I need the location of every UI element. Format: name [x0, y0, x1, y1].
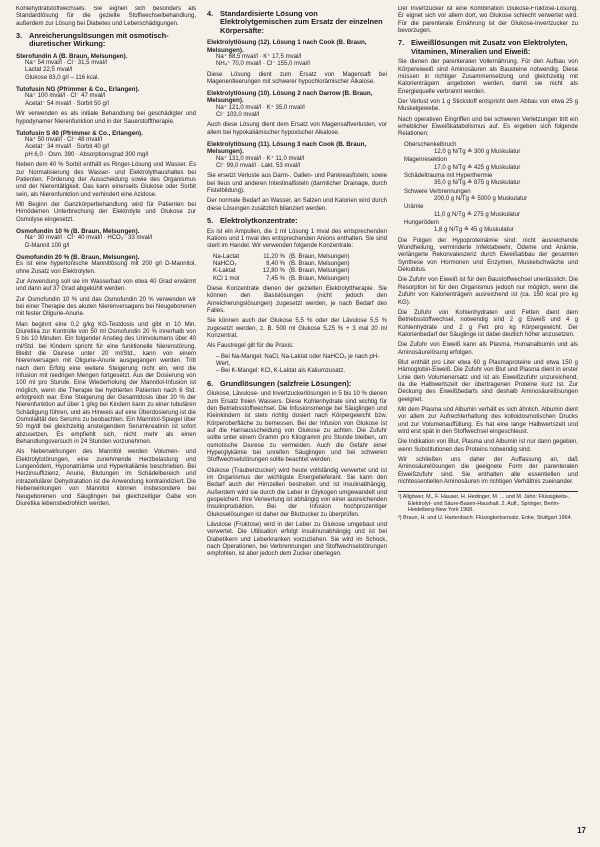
condition-label: Schwere Verbrennungen: [404, 188, 471, 195]
section-heading-7: [398, 39, 578, 56]
section-heading-4: [207, 10, 387, 35]
paragraph: Lävulose (Fruktose) wird in der Leber zu Glukose umgebaut und verwertet. Die Utilisation erfolgt insulinunabhängig und ist bei Diabetikern und Leberkranken vorzuziehen. Sie wird im Schock, nach Operationen, bei Verbrennungen und Stoffwechselstörungen empfohlen, ist aber jedoch dem Zucker überlegen.: [207, 522, 387, 558]
paragraph: Die Zufuhr von Eiweiß ist für den Baustoffwechsel unerlässlich. Die Resorption ist für den Organismus jedoch nur möglich, wenn die Zufuhr von Kalorienträgern ausreichend ist (ca. 150 kcal pro kg KG).: [398, 277, 578, 306]
paragraph: Der Verlust von 1 g Stickstoff entspricht dem Abbau von etwa 25 g Muskelgewebe.: [398, 98, 578, 113]
dose-line: [404, 212, 578, 219]
footnote: ²) Braun, H. und U. Hartenbach: Flüssigkeitsersatz. Enke, Stuttgart 1964.: [398, 514, 573, 521]
table-row: [207, 276, 387, 283]
composition-line: Cl⁻ 103,0 mval/l: [216, 112, 260, 119]
paragraph: Die Zufuhr von Eiweiß kann als Plasma, Humanalbumin und als Aminosäurelösung erfolgen.: [398, 342, 578, 356]
equals-sign: ≙: [462, 227, 471, 234]
paragraph: Wir schließen uns daher der Auffassung an, daß Aminosäurelösungen die geeignete Form der parenteralen Eiweißzufuhr sind. Sie enthalten alle essentiellen und nichtessentiellen Aminosäuren im richtigen Verhältnis zueinander.: [398, 457, 578, 486]
composition-line: Na⁺ 50 mval/l · Cl⁻ 48 mval/l: [25, 137, 102, 144]
composition-line: Glukose 83,0 g/l – 116 kcal.: [25, 74, 100, 81]
concentrate-table: [207, 254, 387, 283]
muscle-equivalent: 875 g Muskulatur: [474, 180, 521, 187]
paragraph: Man beginnt eine 0,2 g/kg KG-Testdosis und gibt in 10 Min. Diuretika zur Kontrolle von 50 ml Osmofundin 20 % innerhalb von 5 bis 10 Minuten. Ein folgender Anstieg des Urinvolumens über 40 ml/Std. bei Kindern spricht für eine funktionelle Nierenstörung. Bleibt die Diurese unter 20 ml/Std., kann von einem Nierenversagen mit Oligurie-Anurie ausgegangen werden. Tritt nach dem Erfolg eine weitere Steigerung nicht ein, wird die Infusion mit niedrigen Mengen fortgesetzt. Aus der Dosierung von 100 ml pro Stunde. Eine Wiederholung der Mannitol-Infusion ist möglich, wenn die Therapie bei hydrierten Patienten nach 6 Std. erfolgreich war. Eine Steigerung der Gesamtdosis über 20 % der Nierenfunktion auf über 1 g/kg bei Kindern kann zu einer tubulären Schädigung führen, und als Hinweis auf eine Überdosierung ist die Osmolalität des Serums zu beobachten. Ein Mannitol-Spiegel über 50 mg/dl bei gleichzeitig ansteigendem Serumkreatinin ist sofort abzusetzen. Es empfiehlt sich, nicht mehr als einen Behandlungsversuch in 24 Stunden vorzunehmen.: [16, 321, 196, 446]
nitrogen-loss-list: [398, 142, 578, 235]
footnotes: [398, 491, 578, 521]
list-item: [398, 173, 578, 188]
list-item: [398, 204, 578, 219]
paragraph: Sie ersetzt Verluste aus Darm-, Gallen- und Pankreasfisteln, sowie bei Ileus und anderen Intestinalfisteln (darmlicher Drainage, durch Fistelbildung).: [207, 173, 387, 195]
table-cell: K-Laktat: [213, 268, 236, 275]
paragraph: Auch diese Lösung dient dem Ersatz von Magensaftverlusten, vor allem bei hypokaliämischer hypoxischer Alkalose.: [207, 122, 387, 136]
table-cell: 7,45 %: [266, 275, 285, 282]
paragraph: Glukose, Lävulose- und Invertzuckerlösungen in 5 bis 10 % dienen zum Ersatz freien Wassers. Diese Kohlenhydrate sind wichtig für den Betriebsstoffwechsel. Die Infusionsmenge bei Säuglingen und Kleinkindern ist stets richtig dosiert nach Körpergewicht bzw. Körperoberfläche zu bemessen. Bei der Infusion von Glukose ist auf die Harnausscheidung von Glukose zu achten. Die Zufuhr sollte unter einem Gramm pro Kilogramm pro Stunde bleiben, um osmotische Diurese zu vermeiden. Auch die Gefahr einer Hyperglykämie bei unreifen Säuglingen und bei schweren Stoffwechselstörungen sollte beachtet werden.: [207, 391, 387, 464]
product-name: Elektrolytlösung (11). Lösung 3 nach Cook (B. Braun, Melsungen).: [207, 141, 367, 156]
table-cell: (B. Braun, Melsungen): [289, 268, 350, 275]
list-item: [398, 157, 578, 172]
table-row: [207, 268, 387, 275]
composition: [207, 105, 387, 120]
paragraph: Glukose (Traubenzucker) wird heute vollständig verwertet und ist im Organismus der wichtigste Energielieferant. Sie kann den Bedarf auch der Hirnzellen bestreiten und ist insulinabhängig. Außerdem wird sie durch die Leber in Glykogen umgewandelt und gespeichert. Ihre Verwertung ist abhängig von einer ausreichenden Insulinproduktion. Bei der Infusion hochprozentiger Glukoselösungen ist daher der Blutzucker zu überprüfen.: [207, 467, 387, 518]
product-name: Tutofusin NG (Pfrimmer & Co., Erlangen).: [16, 86, 140, 94]
equals-sign: ≙: [465, 148, 475, 155]
composition: [16, 93, 196, 108]
paragraph: Es ist eine hypertonische Mannitlösung mit 200 g/l D-Mannitol, ohne Zusatz von Elektrolyten.: [16, 261, 196, 275]
paragraph: Kohlehydratstoffwechsels. Sie eignen sich besonders als Standardlösung für die gezielte Stoffwechselbehandlung, außerdem zur Lösung bei Diabetes und Leberschädigungen.: [16, 6, 196, 27]
paragraph: Als Nebenwirkungen des Mannitol werden Volumen- und Elektrolytstörungen, eine zunehmende Herzbelastung und Lungenödem, Hyponatriämie und Hyperkaliämie beschrieben. Bei Herzinsuffizienz, Anurie, Blutungen im Schädelbereich und intrazellulärer Dehydratation ist die Anwendung kontraindiziert. Die Nebenwirkungen von Mannitol können insbesondere bei Neugeborenen und Säuglingen bei gleichzeitiger Gabe von Diuretika lebensbedrohlich werden.: [16, 449, 196, 507]
paragraph: Zur Osmofundin 10 % und das Osmofundin 20 % verwenden wir bei einer Therapie des akuten Nierenversagens bei Neugeborenen mit fester Oligurie-Anurie.: [16, 296, 196, 318]
product-name: Tutofusin S 40 (Pfrimmer & Co., Erlangen).: [16, 129, 143, 137]
composition-line: Na⁺ 68,5 mval/l · K⁺ 17,5 mval/l: [216, 53, 302, 60]
paragraph: Nach operativen Eingriffen und bei schweren Verletzungen tritt ein erheblicher Eiweißkatabolismus auf. Es ergeben sich folgende Relationen:: [398, 116, 578, 138]
composition-line: pH 6,0 · Osm. 390 · Absorptionsgrad 300 mg/l: [25, 151, 149, 158]
paragraph: Sie können auch der Glukose 5,5 % oder der Lävulose 5,5 % zugesetzt werden, z. B. 500 ml Glukose 5,25 % + 3 mal 20 ml Konzentrat.: [207, 318, 387, 340]
list-item: [398, 220, 578, 235]
paragraph: Zur Anwendung soll sie im Wasserbad von etwa 40 Grad erwärmt und dann auf 37 Grad abgekühlt werden.: [16, 278, 196, 293]
table-cell: (B. Braun, Melsungen): [289, 275, 350, 282]
equals-sign: ≙: [465, 180, 475, 187]
paragraph: Der Invertzucker ist eine Kombination Glukose-Fruktose-Lösung. Er eignet sich vor allem dort, wo Glukose schlecht verwertet wird. Für die parenterale Ernährung ist der Glukose-Invertzucker zu bevorzugen.: [398, 6, 578, 35]
section-title: Anreicherungslösungen mit osmotisch-diuretischer Wirkung:: [29, 31, 169, 49]
rule-list: [207, 354, 387, 376]
paragraph: Der normale Bedarf an Wasser, an Salzen und Kalorien wird durch diese Lösungen zusätzlich bilanziert werden.: [207, 198, 387, 212]
table-cell: (B. Braun, Melsungen): [289, 260, 350, 267]
nitrogen-value: 200,0 g N/Tg: [434, 196, 469, 203]
composition-line: Acetat⁻ 54 mval/l · Sorbit 50 g/l: [25, 100, 109, 107]
equals-sign: ≙: [465, 164, 475, 171]
section-number: 3.: [16, 31, 23, 41]
dose-line: [404, 149, 578, 156]
text-column-middle: [207, 6, 387, 824]
list-item: [398, 189, 578, 204]
composition-line: Na⁺ 54 mval/l · Cl⁻ 31,5 mval/l: [25, 60, 107, 67]
composition-line: Lactat 22,5 mval/l: [25, 67, 73, 74]
page-number: 17: [577, 826, 586, 835]
section-title: Elektrolytkonzentrate:: [220, 216, 298, 226]
composition-line: Acetat⁻ 34 mval/l · Sorbit 40 g/l: [25, 144, 109, 151]
nitrogen-value: 1,8 g N/Tg: [434, 227, 463, 234]
table-cell: (B. Braun, Melsungen): [289, 253, 350, 260]
table-cell: KCl 1 mol: [213, 275, 240, 282]
section-heading-5: [207, 217, 387, 225]
section-title: Standardisierte Lösung von Elektrolytgemischen zum Ersatz der einzelnen Körpersäfte:: [220, 9, 383, 35]
journal-page: [16, 6, 588, 838]
condition-label: Schädeltrauma mit Hyperthermie: [404, 173, 493, 179]
section-title: Grundlösungen (salzfreie Lösungen):: [220, 378, 352, 388]
composition: [207, 156, 387, 171]
nitrogen-value: 11,0 g N/Tg: [434, 211, 466, 218]
list-item: – Bei K-Mangel: KCl, K-Laktat als Kaliumzusatz.: [216, 368, 387, 375]
paragraph: Sie dienen der parenteralen Vollernährung. Für den Aufbau von Körpereiweiß sind Aminosäuren als Bausteine notwendig. Diese müssen in richtiger Zusammensetzung und gleichzeitig mit Kalorienträgern angeboten werden, damit sie nicht als Energiequelle verbrannt werden.: [398, 59, 578, 95]
paragraph: Die Folgen der Hypoproteinämie sind: nicht ausreichende Wundheilung, verminderte Infektabwehr, Ödeme und Anämie, verlängerte Rekonvaleszenz durch Eiweißabbau der gesamten Synthese von Hormonen und Enzymen, Muskelschwäche und Dekubitus.: [398, 237, 578, 274]
list-item: [398, 142, 578, 157]
muscle-equivalent: 300 g Muskulatur: [474, 148, 521, 155]
paragraph: Die Zufuhr von Kohlenhydraten und Fetten dient dem Betriebsstoffwechsel, notwendig sind 2 g Eiweiß und 4 g Kohlenhydrate und 2 g Fett pro kg Körpergewicht. Der Kalorienbedarf der Säuglinge ist dabei deutlich höher anzusetzen.: [398, 309, 578, 338]
table-cell: 8,40 %: [266, 260, 285, 267]
table-cell: 11,20 %: [263, 253, 285, 260]
dose-line: [404, 180, 578, 187]
composition-line: Na⁺ 121,0 mval/l · K⁺ 35,0 mval/l: [216, 104, 305, 111]
equals-sign: ≙: [468, 196, 478, 203]
table-cell: NaHCO₃: [213, 260, 237, 267]
product-name: Elektrolytlösung (12). Lösung 1 nach Cook (B. Braun, Melsungen).: [207, 39, 367, 54]
composition: [16, 60, 196, 82]
composition-line: Na⁺ 131,0 mval/l · K⁺ 11,0 mval/l: [216, 155, 305, 162]
nitrogen-value: 17,0 g N/Tg: [434, 164, 466, 171]
condition-label: Hungerödem: [404, 220, 439, 227]
table-cell: 12,80 %: [262, 268, 285, 275]
composition: [16, 235, 196, 250]
muscle-equivalent: 5000 g Muskulatur: [477, 196, 528, 203]
nitrogen-value: 12,0 g N/Tg: [434, 148, 466, 155]
muscle-equivalent: 45 g Muskulatur: [470, 227, 514, 234]
paragraph: Als Faustregel gilt für die Praxis:: [207, 343, 294, 350]
product-name: Osmofundin 10 % (B. Braun, Melsungen).: [16, 227, 140, 235]
composition-line: Na⁺ 100 mval/l · Cl⁻ 47 mval/l: [25, 93, 106, 100]
section-heading-3: [16, 32, 196, 49]
product-name: Elektrolytlösung (10). Lösung 2 nach Darrow (B. Braun, Melsungen).: [207, 90, 373, 105]
paragraph: Wir verwenden es als initiale Behandlung bei geschädigter und hypodynamer Nierenfunktion und in der Sauerstofftherapie.: [16, 111, 196, 125]
list-item: – Bei Na-Mangel: NaCl, Na-Laktat oder NaHCO₃ je nach pH-Wert,: [216, 354, 387, 369]
composition: [207, 54, 387, 69]
table-row: [207, 254, 387, 261]
condition-label: Magenresektion: [404, 157, 448, 164]
section-number: 4.: [207, 9, 214, 18]
composition-line: Cl⁻ 99,0 mval/l · Lakt. 53 mval/l: [216, 163, 301, 170]
section-number: 5.: [207, 216, 214, 226]
text-column-right: [398, 6, 578, 824]
muscle-equivalent: 275 g Muskulatur: [473, 211, 520, 218]
section-number: 6.: [207, 378, 214, 388]
paragraph: Diese Lösung dient zum Ersatz von Magensaft bei Magenentleerungen mit schwerer hypochlorämischer Alkalose.: [207, 71, 387, 85]
paragraph: Mit dem Plasma und Albumin verhält es sich ähnlich. Albumin dient vor allem zur Aufrechterhaltung des kolloidosmotischen Drucks und zur Volumenauffüllung. Es hat eine lange Halbwertszeit und wird erst spät in den Stoffwechsel eingeschleust.: [398, 406, 578, 435]
dose-line: [404, 196, 578, 203]
composition-line: NH₄⁺ 70,0 mval/l · Cl⁻ 155,0 mval/l: [216, 61, 310, 68]
paragraph: Blut enthält pro Liter etwa 60 g Plasmaproteine und etwa 150 g Hämoglobin-Eiweiß. Die Zufuhr von Blut und Plasma dient in erster Linie dem Volumenersatz und ist als Eiweißzufuhr unzureichend, da die Halbwertszeit der übertragenen Proteine kurz ist. Zur Deckung des Eiweißbedarfs sind deshalb Aminosäurelösungen geeignet.: [398, 359, 578, 403]
footnote: ¹) Allgöwer, M., F. Hauser, H. Hedinger, M. ... und M. Jahn: Flüssigkeits-, Elektrolyt- und Säure-Basen-Haushalt. 2. Aufl., Springer, Berlin-Heidelberg-New York 1968.: [398, 494, 570, 514]
section-number: 7.: [398, 38, 405, 48]
nitrogen-value: 35,0 g N/Tg: [434, 180, 466, 187]
text-column-left: [16, 6, 196, 824]
condition-label: Urämie: [404, 204, 424, 211]
table-cell: Na-Lactat: [213, 253, 240, 260]
section-title: Eiweißlösungen mit Zusatz von Elektrolyten, Vitaminen, Mineralien und Eiweiß:: [411, 38, 568, 56]
table-row: [207, 261, 387, 268]
paragraph: Es ist ein Ampullen, die 1 ml Lösung 1 mval des entsprechenden Kations und 1 mval des entsprechenden Anions enthalten. Sie sind steril im Handel. Wir verwenden folgende Konzentrate:: [207, 228, 387, 250]
paragraph: Mit Beginn der Ganzkörperbehandlung wird für Patienten bei Hirnödemen Unterbrechung der Elektrolyte und Glukose zur Osmolyse eingesetzt.: [16, 201, 196, 223]
dose-line: [404, 227, 578, 234]
product-name: Sterofundin A (B. Braun, Melsungen).: [16, 52, 128, 60]
muscle-equivalent: 425 g Muskulatur: [474, 164, 521, 171]
paragraph: Diese Konzentrate dienen der gezielten Elektrolyttherapie. Sie können den Basislösungen (nicht jedoch den Anreicherungslösungen) zugesetzt werden, je nach Bedarf des Falles.: [207, 285, 387, 314]
composition: [16, 137, 196, 159]
composition-line: Na⁺ 30 mval/l · Cl⁻ 40 mval/l · HCO₃⁻ 33 mval/l: [25, 235, 153, 242]
composition-line: D-Mannit 100 g/l: [25, 242, 70, 249]
paragraph: Neben dem 40 % Sorbit enthält es Ringer-Lösung und Wasser. Es zur Normalisierung des Wasser- und Elektrolythaushaltes bei Patienten. Förderung der Ausscheidung sowie des Organismus und der Nierentätigkeit. Das kann einerseits Glukose oder Sorbit sein, als Nierenfunktion und verhindert eine Azidose.: [16, 162, 196, 198]
paragraph: Die Indikation von Blut, Plasma und Albumin ist nur dann gegeben, wenn Substitutionen des Proteins notwendig sind.: [398, 439, 578, 453]
condition-label: Oberschenkelbruch: [404, 141, 457, 148]
equals-sign: ≙: [465, 211, 474, 218]
product-name: Osmofundin 20 % (B. Braun, Melsungen).: [16, 253, 140, 261]
dose-line: [404, 165, 578, 172]
section-heading-6: [207, 380, 387, 388]
